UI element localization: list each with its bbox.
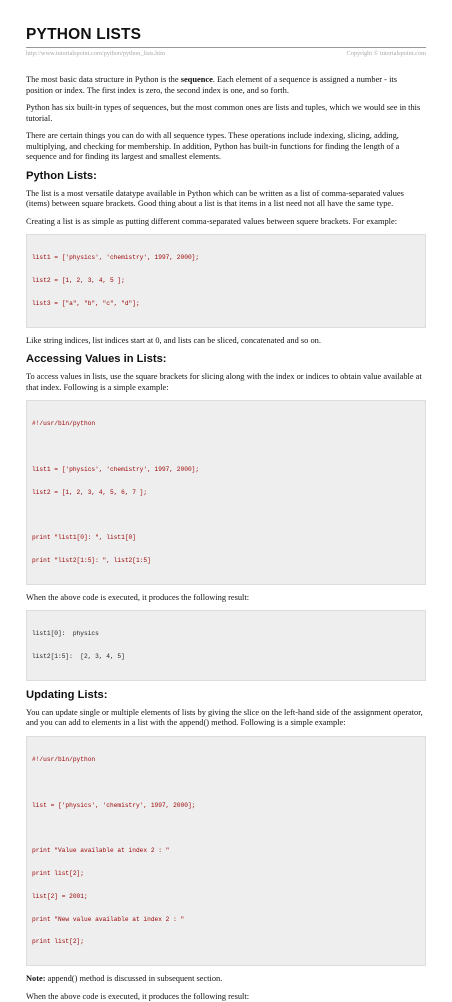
- code-line: list1 = ['physics', 'chemistry', 1997, 2000];: [32, 254, 200, 262]
- source-url[interactable]: http://www.tutorialspoint.com/python/python_lists.htm: [26, 50, 165, 57]
- heading-python-lists: Python Lists:: [26, 169, 97, 182]
- code-block-access: [26, 400, 426, 585]
- code-line: [32, 443, 420, 451]
- intro-paragraph-1: The most basic data structure in Python is the sequence. Each element of a sequence is assigned a number - its position or index. The first index is zero, the second index is one, and so forth.: [26, 75, 397, 95]
- lists-paragraph-2: Creating a list is as simple as putting different comma-separated values between squere brackets. For example:: [26, 216, 398, 226]
- code-line: print "list1[0]: ", list1[0]: [32, 534, 136, 542]
- output-line: list1[0]: physics: [32, 630, 99, 638]
- code-line: list1 = ['physics', 'chemistry', 1997, 2000];: [32, 465, 200, 473]
- code-line: print "New value available at index 2 : ": [32, 915, 185, 923]
- code-line: [32, 824, 420, 832]
- code-line: print list[2];: [32, 938, 84, 946]
- code-block-update: [26, 736, 426, 966]
- code-line: [32, 779, 420, 787]
- output-block-access: [26, 610, 426, 681]
- update-paragraph-2: When the above code is executed, it produces the following result:: [26, 991, 250, 1001]
- header-rule: [26, 47, 426, 48]
- code-line: list3 = ["a", "b", "c", "d"];: [32, 299, 140, 307]
- copyright-notice: Copyright © tutorialspoint.com: [346, 50, 426, 57]
- heading-accessing-values: Accessing Values in Lists:: [26, 353, 167, 366]
- access-paragraph-1: To access values in lists, use the square brackets for slicing along with the index or indices to obtain value available at that index. Following is a simple example:: [26, 372, 422, 392]
- intro-paragraph-3: There are certain things you can do with all sequence types. These operations include indexing, slicing, adding, multiplying, and checking for membership. In addition, Python has built-in functions for finding the length of a sequence and for finding its largest and smallest elements.: [26, 131, 400, 161]
- code-line: list2 = [1, 2, 3, 4, 5 ];: [32, 276, 125, 284]
- code-line: print list[2];: [32, 870, 84, 878]
- code-line: print "Value available at index 2 : ": [32, 847, 170, 855]
- code-line: print "list2[1:5]: ", list2[1:5]: [32, 556, 151, 564]
- lists-paragraph-3: Like string indices, list indices start at 0, and lists can be sliced, concatenated and so on.: [26, 335, 321, 345]
- sequence-term: sequence: [180, 75, 213, 84]
- code-line: list2 = [1, 2, 3, 4, 5, 6, 7 ];: [32, 488, 148, 496]
- access-paragraph-2: When the above code is executed, it produces the following result:: [26, 592, 250, 602]
- output-line: list2[1:5]: [2, 3, 4, 5]: [32, 653, 125, 661]
- document-body: [26, 75, 426, 1002]
- note-label: Note:: [26, 974, 46, 984]
- code-line: #!/usr/bin/python: [32, 756, 96, 764]
- page-title: PYTHON LISTS: [26, 26, 142, 43]
- code-line: [32, 511, 420, 519]
- header-meta: [26, 50, 426, 58]
- code-line: list[2] = 2001;: [32, 892, 88, 900]
- update-paragraph-1: You can update single or multiple elements of lists by giving the slice on the left-hand side of the assignment operator, and you can add to elements in a list with the append() method. Following is a simple example:: [26, 707, 423, 728]
- heading-updating-lists: Updating Lists:: [26, 688, 108, 701]
- code-line: #!/usr/bin/python: [32, 420, 96, 428]
- code-line: list = ['physics', 'chemistry', 1997, 2000];: [32, 801, 196, 809]
- note-paragraph: Note: append() method is discussed in subsequent section.: [26, 974, 223, 984]
- intro-paragraph-2: Python has six built-in types of sequences, but the most common ones are lists and tuples, which we would see in this tutorial.: [26, 103, 421, 123]
- lists-paragraph-1: The list is a most versatile datatype available in Python which can be written as a list of comma-separated values (items) between square brackets. Good thing about a list is that items in a list need not all have the same type.: [26, 188, 404, 208]
- code-block-create-lists: [26, 234, 426, 328]
